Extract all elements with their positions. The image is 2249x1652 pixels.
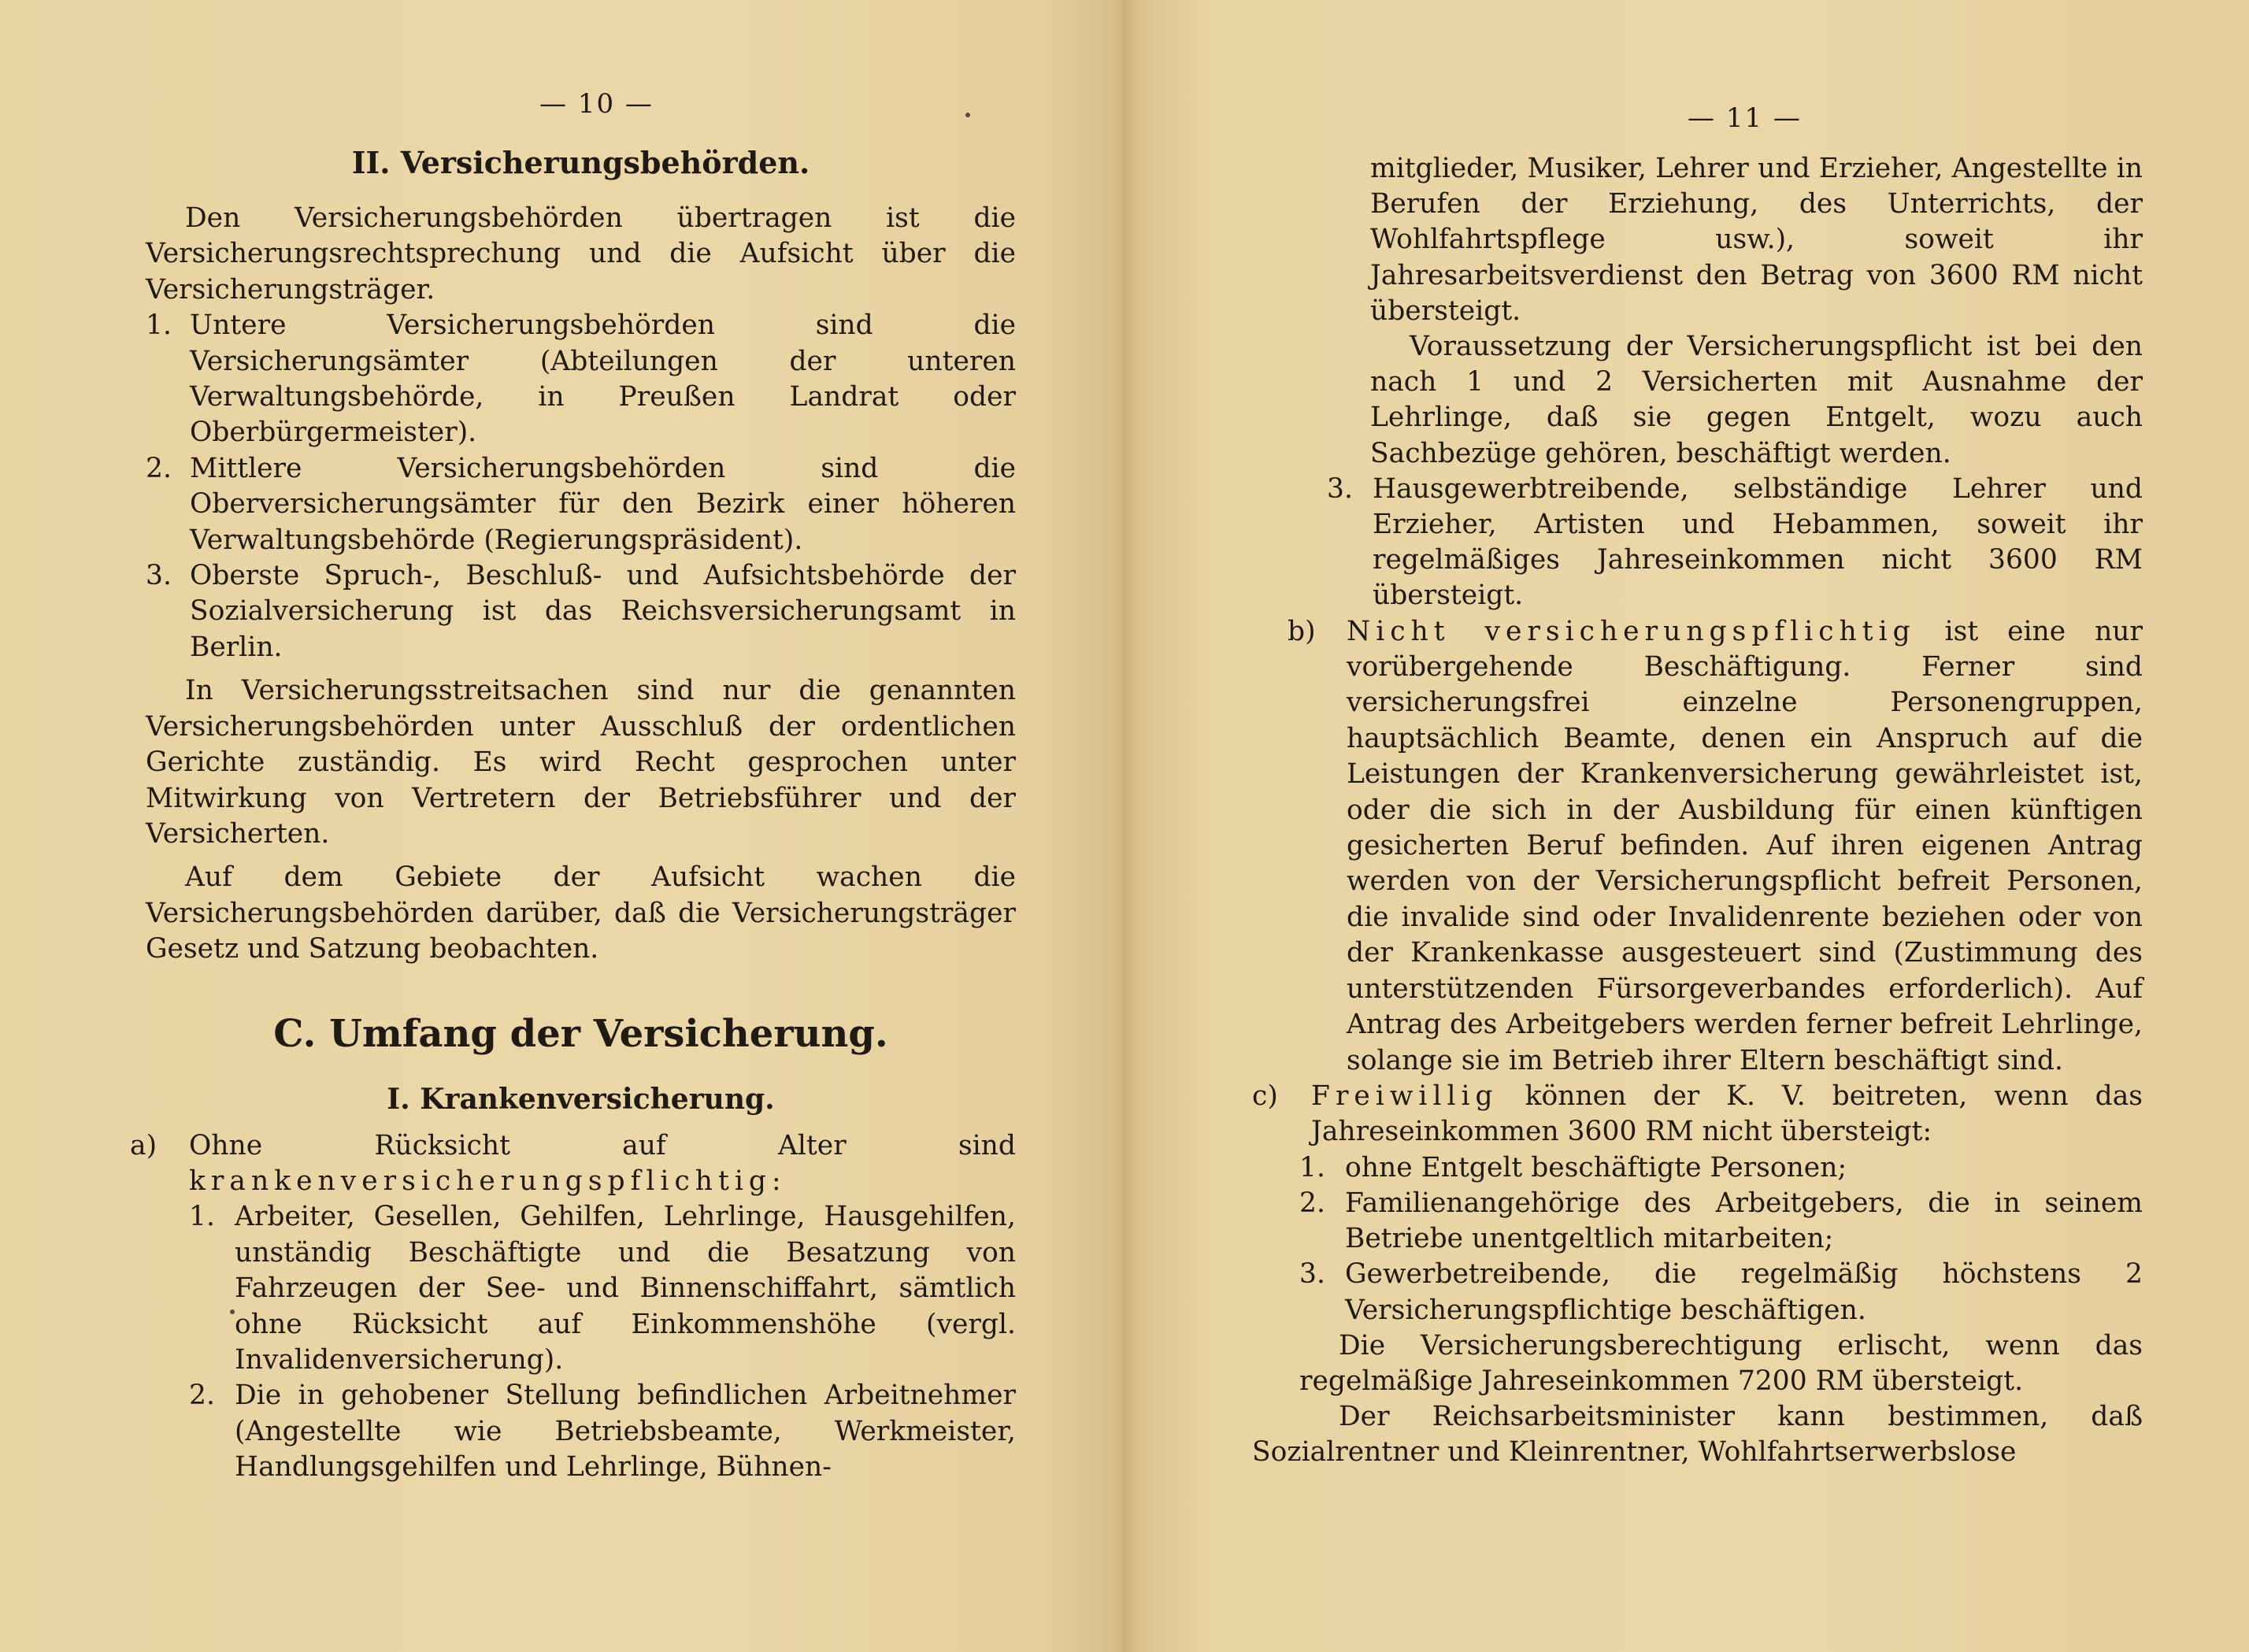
section-c (1252, 1079, 2143, 1150)
page-speck (965, 113, 970, 117)
section-a-text (189, 1128, 1016, 1200)
section-a (130, 1128, 1016, 1200)
section-a-spaced: krankenversicherungspflichtig (189, 1165, 772, 1197)
list-item (146, 308, 1016, 451)
section-label: a) (130, 1129, 157, 1161)
section-c-text (1311, 1079, 2143, 1150)
list-text: Oberste Spruch-, Beschluß- und Aufsichtsbehörde der Sozialversicherung ist das Reichsversicherungsamt in Berlin. (190, 560, 1016, 663)
list-text: Familienangehörige des Arbeitgebers, die in seinem Betriebe unentgeltlich mitarbeiten; (1345, 1187, 2143, 1255)
list-item (146, 558, 1016, 665)
section-c-spaced: Freiwillig (1311, 1080, 1499, 1112)
list-number: 1. (146, 309, 172, 342)
list-item (146, 451, 1016, 558)
list-text: Hausgewerbtreibende, selbständige Lehrer und Erzieher, Artisten und Hebammen, soweit ihr regelmäßiges Jahreseinkommen nicht 3600 RM übersteigt. (1373, 472, 2143, 612)
list-item (1299, 1186, 2143, 1257)
list-text: Die in gehobener Stellung befindlichen Arbeitnehmer (Angestellte wie Betriebsbeamte, Werkmeister, Handlungsgehilfen und Lehrlinge, Bühnen- (235, 1380, 1016, 1483)
section-c-body: können der K. V. beitreten, wenn das Jahreseinkommen 3600 RM nicht übersteigt: (1311, 1080, 2143, 1148)
section-a-text-post: : (772, 1165, 781, 1197)
section-b-spaced: Nicht versicherungspflichtig (1347, 615, 1916, 647)
right-page (1134, 0, 2249, 1652)
berechtigung-paragraph: Die Versicherungsberechtigung erlischt, wenn das regelmäßige Jahreseinkommen 7200 RM übersteigt. (1299, 1329, 2143, 1397)
section-b-body: ist eine nur vorübergehende Beschäftigung. Ferner sind versicherungsfrei einzelne Personengruppen, hauptsächlich Beamte, denen ein Anspruch auf die Leistungen der Krankenversicherung gewährleistet ist, oder die sich in der Ausbildung für einen künftigen gesicherten Beruf befinden. Auf ihren eigenen Antrag werden von der Versicherungspflicht befreit Personen, die invalide sind oder Invalidenrente beziehen oder von der Krankenkasse ausgesteuert sind (Zustimmung des unterstützenden Fürsorgeverbandes erforderlich). Auf Antrag des Arbeitgebers werden ferner befreit Lehrlinge, solange sie im Betrieb ihrer Eltern beschäftigt sind. (1347, 615, 2143, 1076)
list-text: ohne Entgelt beschäftigte Personen; (1345, 1151, 1847, 1183)
list-number: 1. (189, 1201, 215, 1233)
page-speck (230, 1309, 235, 1314)
list-number: 3. (1299, 1258, 1325, 1291)
continuation-paragraph: mitglieder, Musiker, Lehrer und Erzieher, Angestellte in Berufen der Erziehung, des Unterrichts, der Wohlfahrtspflege usw.), soweit ihr Jahresarbeitsverdienst den Betrag von 3600 RM nicht übersteigt. (1370, 153, 2143, 327)
section-label: b) (1288, 615, 1316, 647)
list-number: 2. (146, 452, 172, 484)
list-item (1327, 472, 2143, 614)
left-page (0, 0, 1102, 1652)
section-b (1288, 614, 2143, 1079)
minister-paragraph: Der Reichsarbeitsminister kann bestimmen, daß Sozialrentner und Kleinrentner, Wohlfahrtserwerbslose (1252, 1401, 2143, 1469)
list-number: 2. (1299, 1187, 1325, 1219)
list-item (1299, 1150, 2143, 1186)
section-b-text (1347, 614, 2143, 1079)
list-number: 1. (1299, 1151, 1325, 1183)
intro-paragraph: Den Versicherungsbehörden übertragen ist die Versicherungsrechtsprechung und die Aufsicht über die Versicherungsträger. (146, 202, 1016, 306)
heading-umfang: C. Umfang der Versicherung. (273, 1011, 888, 1056)
list-item (189, 1199, 1016, 1378)
list-text: Untere Versicherungsbehörden sind die Versicherungsämter (Abteilungen der unteren Verwaltungsbehörde, in Preußen Landrat oder Oberbürgermeister). (190, 309, 1016, 449)
streitsachen-paragraph: In Versicherungsstreitsachen sind nur die genannten Versicherungsbehörden unter Ausschluß der ordentlichen Gerichte zuständig. Es wird Recht gesprochen unter Mitwirkung von Vertretern der Betriebsführer und der Versicherten. (146, 675, 1016, 850)
list-text: Gewerbetreibende, die regelmäßig höchstens 2 Versicherungspflichtige beschäftigen. (1345, 1258, 2143, 1326)
aufsicht-paragraph: Auf dem Gebiete der Aufsicht wachen die Versicherungsbehörden darüber, daß die Versicherungsträger Gesetz und Satzung beobachten. (146, 861, 1016, 965)
list-number: 3. (146, 560, 172, 592)
list-text: Arbeiter, Gesellen, Gehilfen, Lehrlinge, Hausgehilfen, unständig Beschäftigte und die Besatzung von Fahrzeugen der See- und Binnenschiffahrt, sämtlich ohne Rücksicht auf Einkommenshöhe (vergl. Invalidenversicherung). (235, 1201, 1016, 1376)
page-number-right: — 11 — (1688, 102, 1802, 134)
list-item (189, 1378, 1016, 1485)
list-text: Mittlere Versicherungsbehörden sind die Oberversicherungsämter für den Bezirk einer höheren Verwaltungsbehörde (Regierungspräsident). (190, 452, 1016, 556)
list-number: 3. (1327, 472, 1353, 505)
heading-krankenversicherung: I. Krankenversicherung. (387, 1082, 775, 1116)
page-number-left: — 10 — (539, 88, 654, 120)
section-a-text-pre: Ohne Rücksicht auf Alter sind (189, 1129, 1016, 1161)
heading-versicherungsbehoerden: II. Versicherungsbehörden. (351, 145, 810, 180)
list-item (1299, 1257, 2143, 1328)
section-label: c) (1252, 1080, 1278, 1112)
list-number: 2. (189, 1380, 215, 1412)
voraussetzung-paragraph: Voraussetzung der Versicherungspflicht ist bei den nach 1 und 2 Versicherten mit Ausnahme der Lehrlinge, daß sie gegen Entgelt, wozu auch Sachbezüge gehören, beschäftigt werden. (1370, 331, 2143, 469)
